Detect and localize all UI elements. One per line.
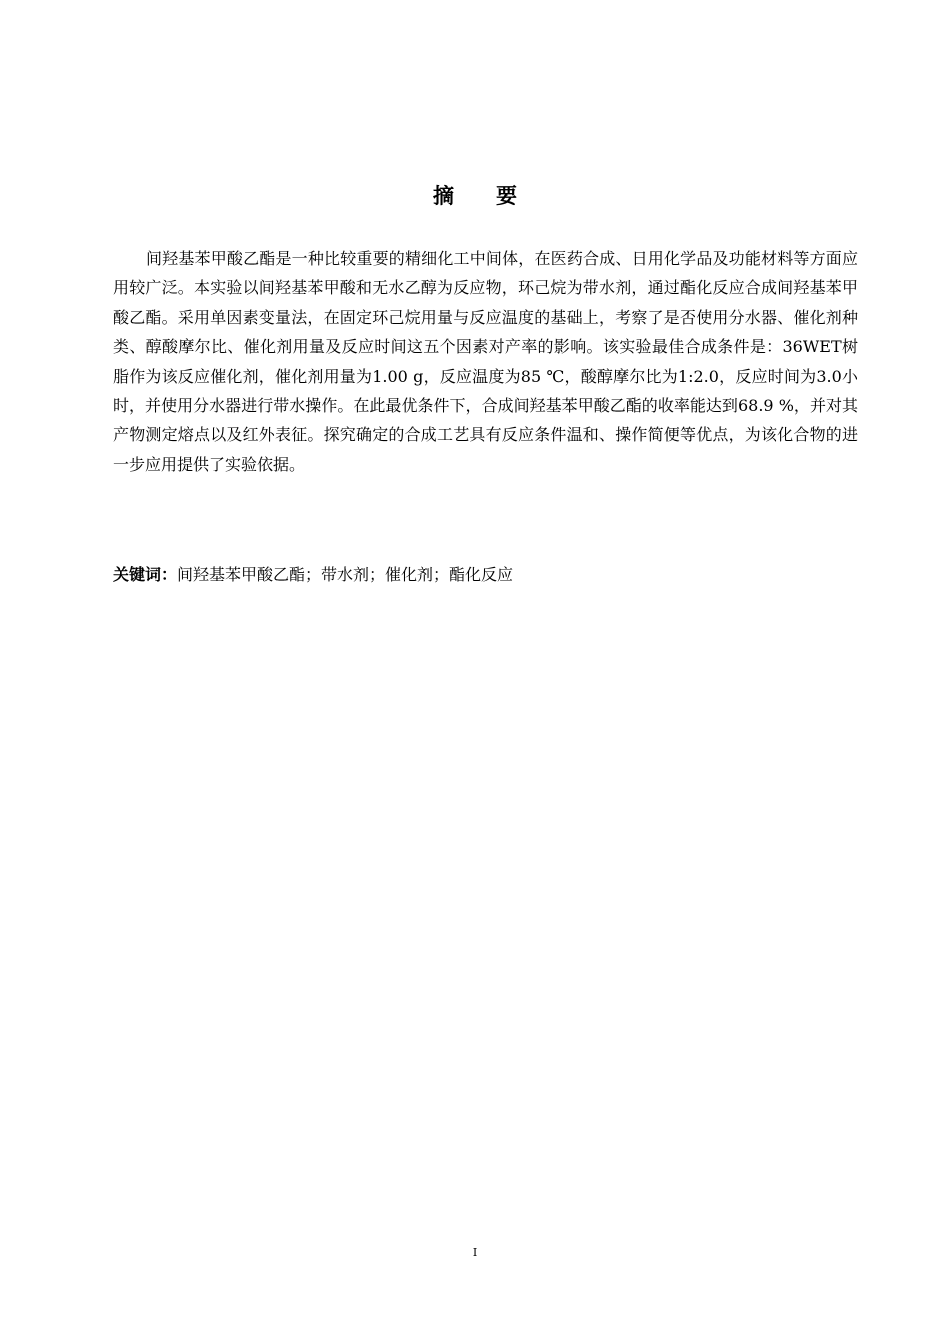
keywords-label: 关键词： bbox=[113, 565, 178, 584]
abstract-title bbox=[0, 180, 950, 210]
abstract-title-char-2: 要 bbox=[496, 184, 517, 208]
abstract-title-char-1: 摘 bbox=[433, 184, 454, 208]
keywords-line bbox=[113, 562, 858, 588]
keywords-list: 间羟基苯甲酸乙酯；带水剂；催化剂；酯化反应 bbox=[177, 565, 514, 584]
page-number: I bbox=[472, 1246, 478, 1259]
abstract-paragraph: 间羟基苯甲酸乙酯是一种比较重要的精细化工中间体，在医药合成、日用化学品及功能材料等方面应用较广泛。本实验以间羟基苯甲酸和无水乙醇为反应物，环己烷为带水剂，通过酯化反应合成间羟基苯甲酸乙酯。采用单因素变量法，在固定环己烷用量与反应温度的基础上，考察了是否使用分水器、催化剂种类、醇酸摩尔比、催化剂用量及反应时间这五个因素对产率的影响。该实验最佳合成条件是：36WET树脂作为该反应催化剂，催化剂用量为1.00 g，反应温度为85 ℃，酸醇摩尔比为1:2.0，反应时间为3.0小时，并使用分水器进行带水操作。在此最优条件下，合成间羟基苯甲酸乙酯的收率能达到68.9 %，并对其产物测定熔点以及红外表征。探究确定的合成工艺具有反应条件温和、操作简便等优点，为该化合物的进一步应用提供了实验依据。 bbox=[113, 249, 858, 474]
